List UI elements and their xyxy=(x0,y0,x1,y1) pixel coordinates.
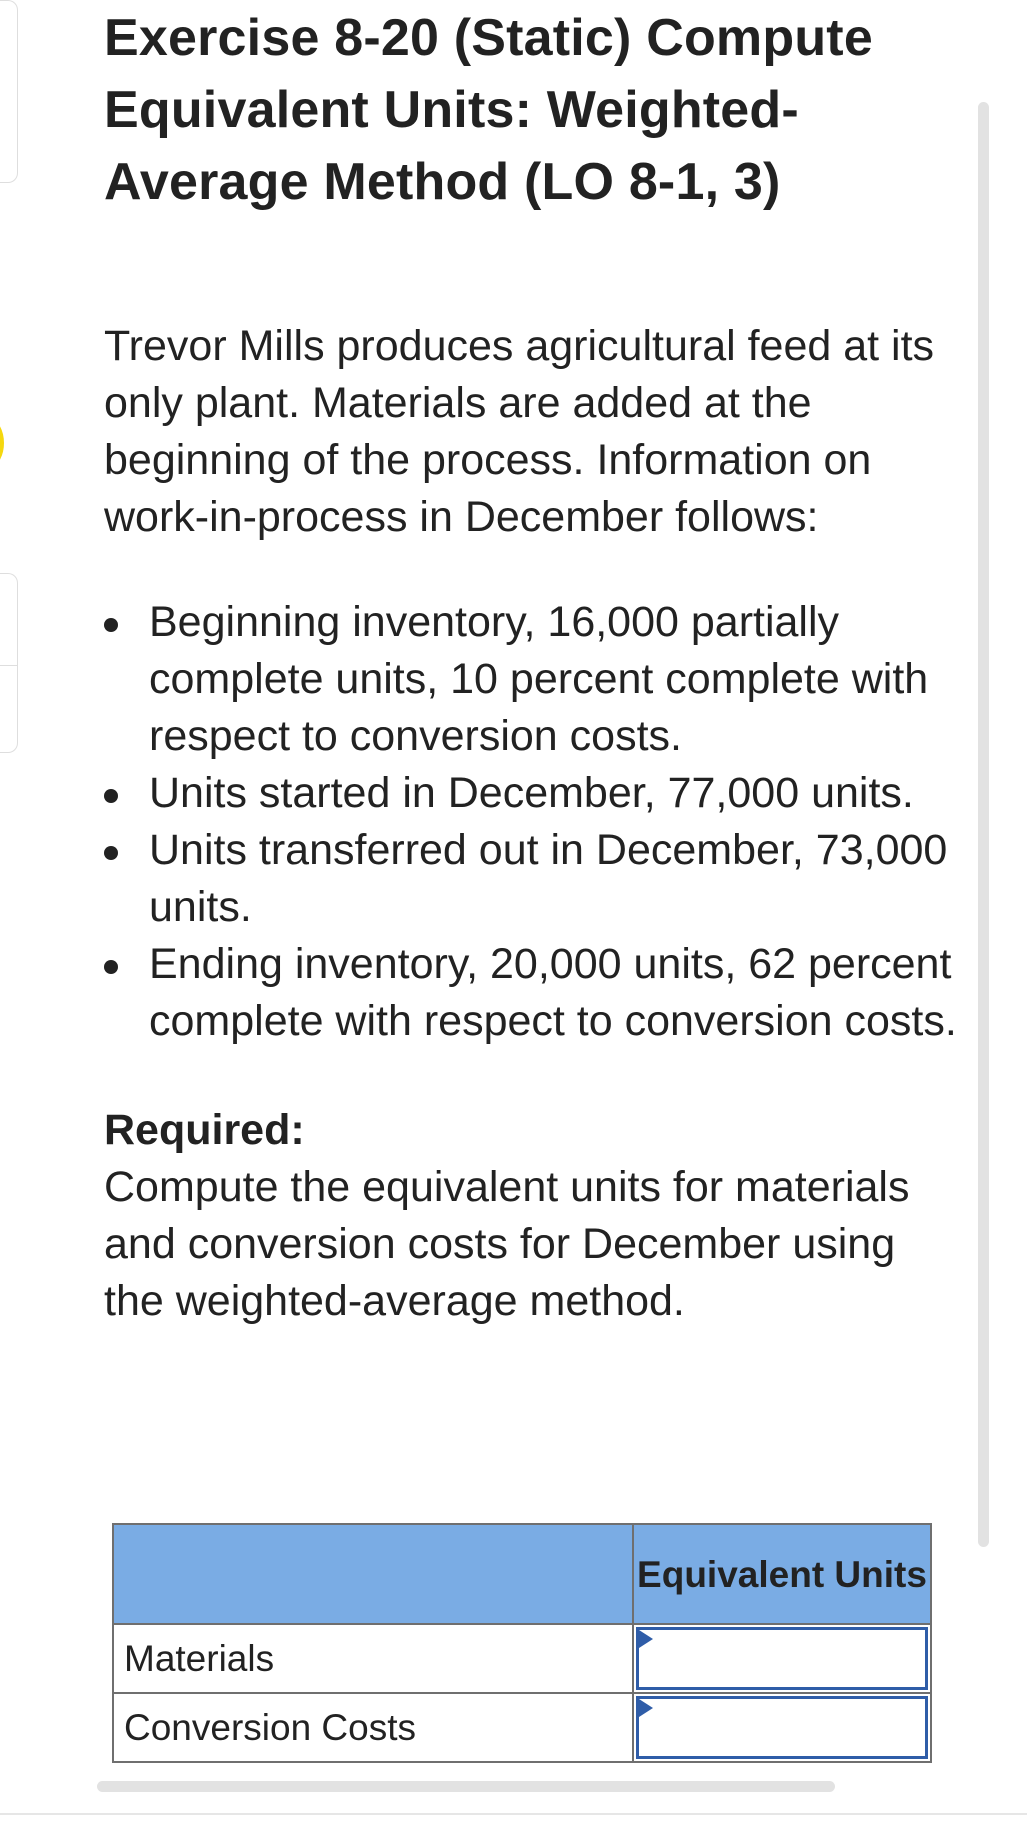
side-panel-divider xyxy=(0,665,18,666)
horizontal-scrollbar[interactable] xyxy=(97,1781,835,1792)
table-row xyxy=(113,1693,931,1762)
list-item: Ending inventory, 20,000 units, 62 percent complete with respect to conversion costs. xyxy=(104,936,984,1050)
vertical-scrollbar[interactable] xyxy=(978,102,989,1547)
conversion-costs-equivalent-units-input[interactable] xyxy=(636,1696,928,1759)
list-item: Units started in December, 77,000 units. xyxy=(104,765,984,822)
required-heading: Required: xyxy=(104,1106,305,1154)
highlight-marker xyxy=(0,420,4,466)
exercise-title: Exercise 8-20 (Static) Compute Equivalent Units: Weighted-Average Method (LO 8-1, 3) xyxy=(104,9,873,211)
materials-equivalent-units-input[interactable] xyxy=(636,1627,928,1690)
materials-input-cell xyxy=(633,1624,931,1693)
table-header-equivalent-units: Equivalent Units xyxy=(633,1524,931,1624)
row-label-materials: Materials xyxy=(113,1624,633,1693)
conversion-costs-input-cell xyxy=(633,1693,931,1762)
bottom-divider xyxy=(0,1813,1027,1815)
row-label-conversion-costs: Conversion Costs xyxy=(113,1693,633,1762)
table-header-row xyxy=(113,1524,931,1624)
process-info-list xyxy=(104,594,984,1050)
equivalent-units-table xyxy=(112,1523,932,1763)
exercise-content xyxy=(104,0,984,1330)
table-row xyxy=(113,1624,931,1693)
side-panel-card-top xyxy=(0,0,18,183)
required-text: Compute the equivalent units for materials and conversion costs for December using the weighted-average method. xyxy=(104,1163,910,1325)
side-panel-card-mid xyxy=(0,573,18,753)
list-item: Beginning inventory, 16,000 partially complete units, 10 percent complete with respect to conversion costs. xyxy=(104,594,984,765)
table-header-blank xyxy=(113,1524,633,1624)
exercise-intro: Trevor Mills produces agricultural feed at its only plant. Materials are added at the beginning of the process. Information on work-in-process in December follows: xyxy=(104,322,935,541)
list-item: Units transferred out in December, 73,000 units. xyxy=(104,822,984,936)
